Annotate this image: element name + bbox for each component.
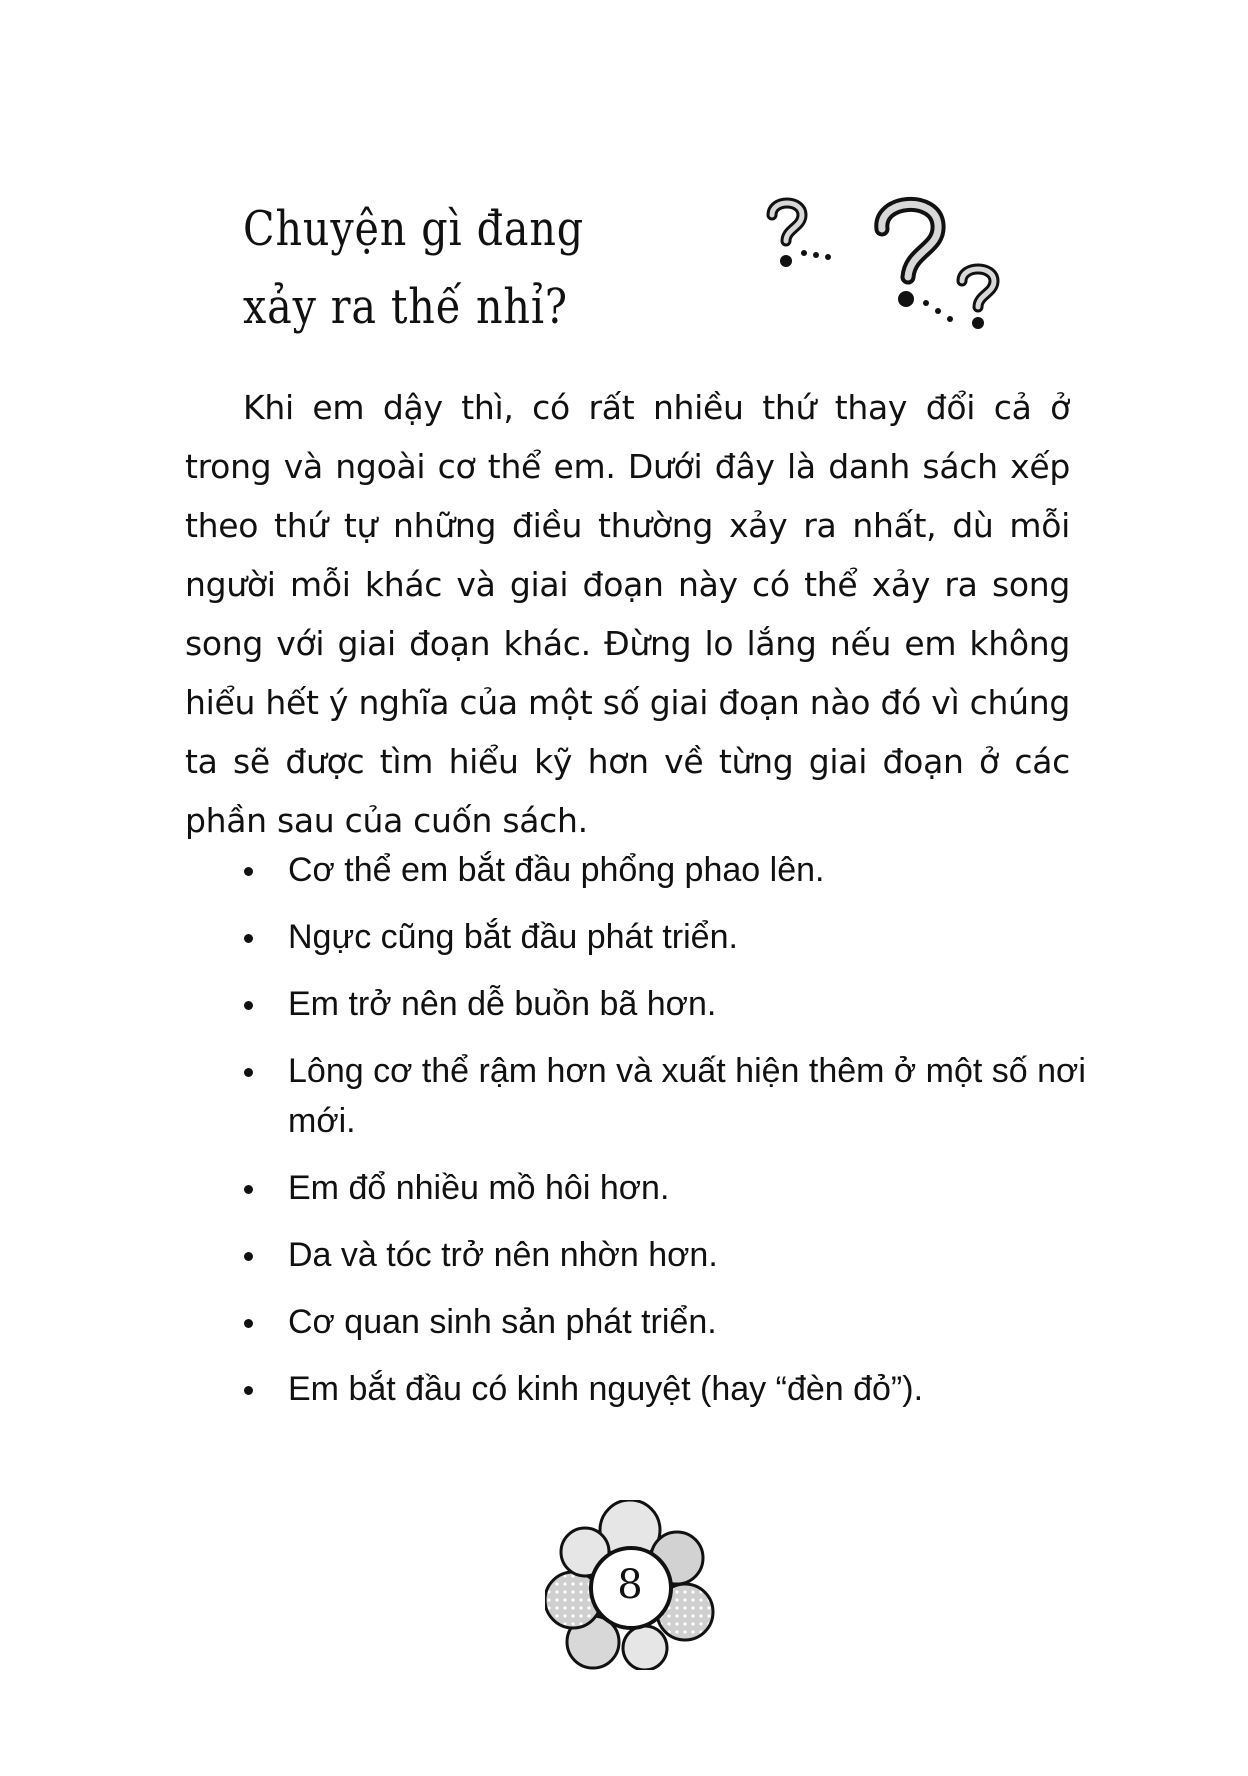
list-item-text: Da và tóc trở nên nhờn hơn.	[288, 1236, 718, 1274]
bullet-icon	[244, 1185, 253, 1194]
list-item	[240, 1297, 1100, 1347]
bullet-icon	[244, 867, 253, 876]
section-title	[243, 190, 604, 346]
list-item	[240, 912, 1100, 962]
bullet-icon	[244, 1068, 253, 1077]
list-item-text: Em đổ nhiều mồ hôi hơn.	[288, 1169, 670, 1207]
change-list	[240, 845, 1100, 1431]
bullet-icon	[244, 1386, 253, 1395]
list-item	[240, 1230, 1100, 1280]
page-number: 8	[617, 1562, 643, 1608]
bullet-icon	[244, 1252, 253, 1261]
bullet-icon	[244, 1319, 253, 1328]
title-line-2: xảy ra thế nhỉ?	[243, 279, 568, 335]
list-item	[240, 979, 1100, 1029]
intro-paragraph: Khi em dậy thì, có rất nhiều thứ thay đổi cả ở trong và ngoài cơ thể em. Dưới đây là danh sách xếp theo thứ tự những điều thường xảy ra nhất, dù mỗi người mỗi khác và giai đoạn này có thể xảy ra song song với giai đoạn khác. Đừng lo lắng nếu em không hiểu hết ý nghĩa của một số giai đoạn nào đó vì chúng ta sẽ được tìm hiểu kỹ hơn về từng giai đoạn ở các phần sau của cuốn sách.	[185, 388, 1070, 840]
bullet-icon	[244, 934, 253, 943]
list-item	[240, 845, 1100, 895]
list-item-text: Cơ thể em bắt đầu phổng phao lên.	[288, 851, 825, 889]
list-item-text: Cơ quan sinh sản phát triển.	[288, 1303, 717, 1341]
list-item-text: Lông cơ thể rậm hơn và xuất hiện thêm ở một số nơi mới.	[288, 1052, 1086, 1140]
list-item-text: Ngực cũng bắt đầu phát triển.	[288, 918, 738, 956]
title-line-1: Chuyện gì đang	[243, 201, 585, 257]
list-item	[240, 1364, 1100, 1414]
list-item-text: Em trở nên dễ buồn bã hơn.	[288, 985, 717, 1023]
list-item	[240, 1046, 1100, 1146]
list-item-text: Em bắt đầu có kinh nguyệt (hay “đèn đỏ”).	[288, 1370, 924, 1408]
question-marks-icon	[750, 195, 1020, 335]
bullet-icon	[244, 1001, 253, 1010]
list-item	[240, 1163, 1100, 1213]
